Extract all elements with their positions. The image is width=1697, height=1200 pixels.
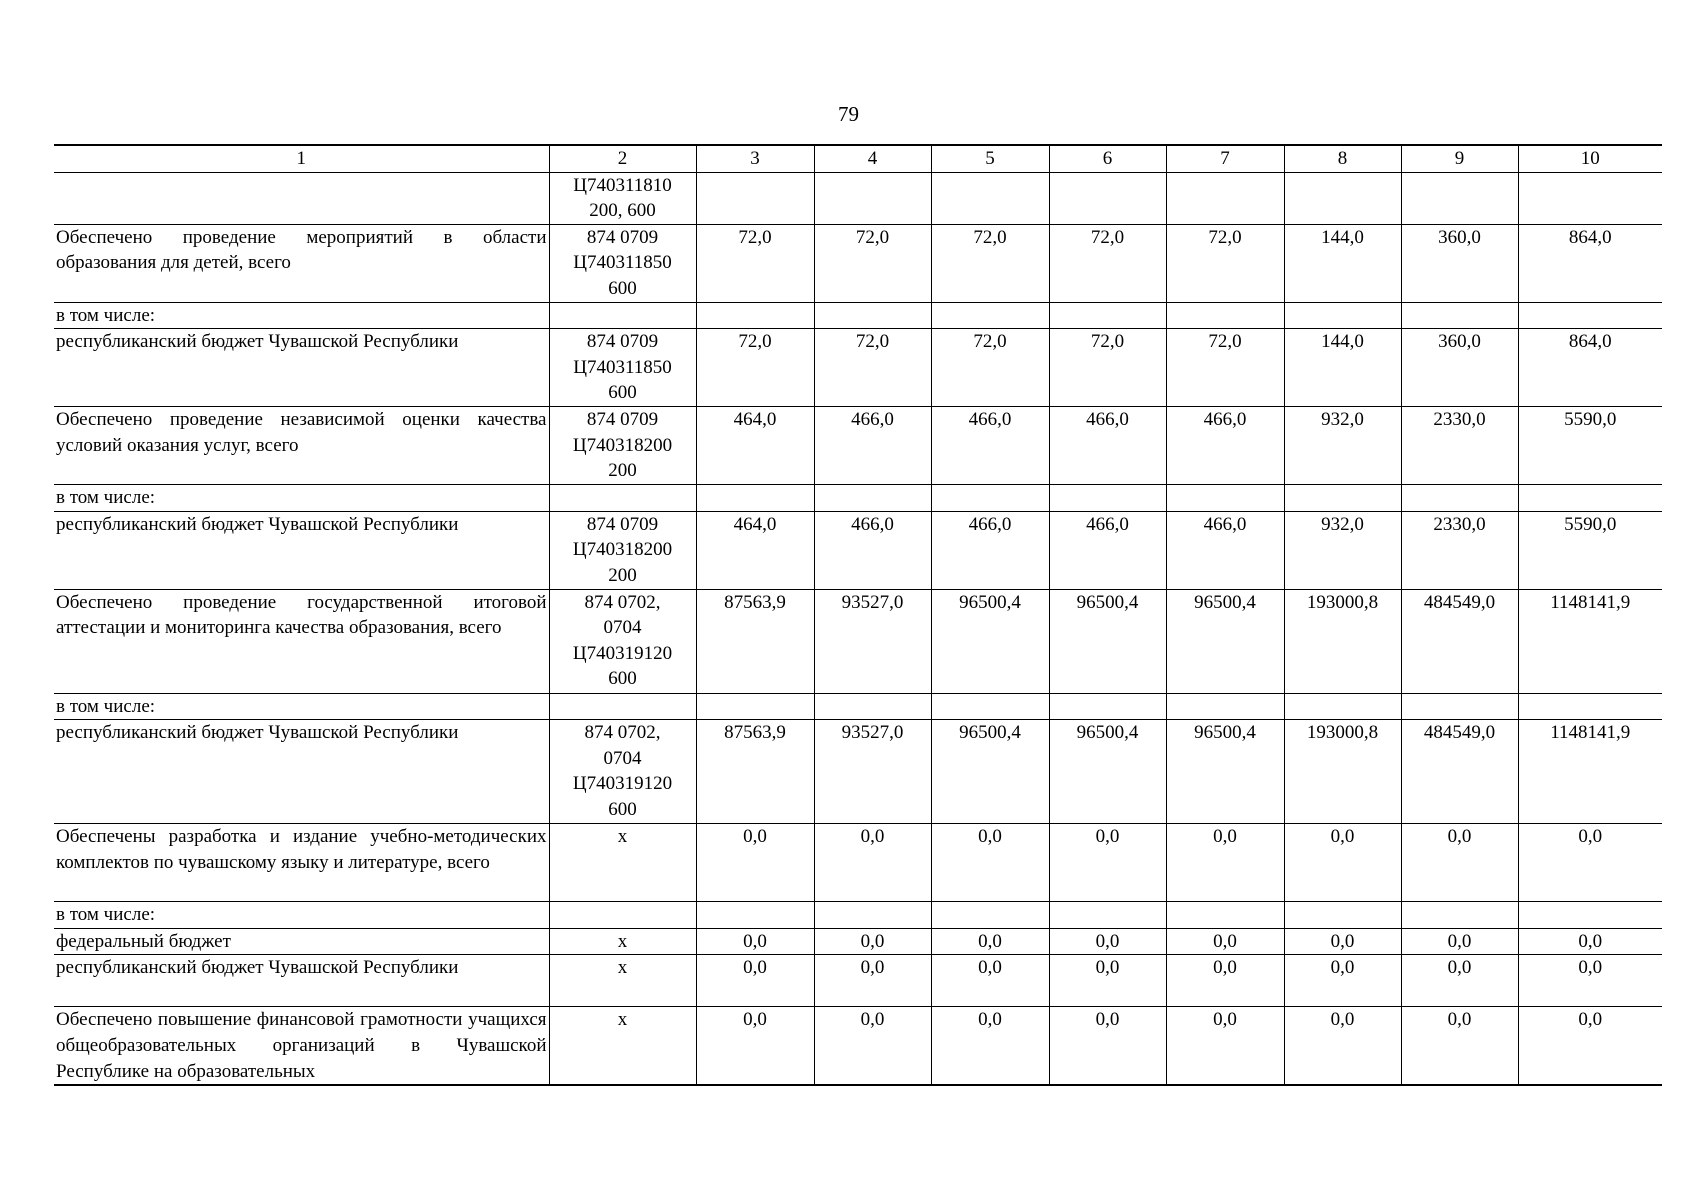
value-cell-col-7: 0,0	[1166, 955, 1284, 1007]
value-cell-col-9	[1401, 302, 1518, 329]
column-number-7: 7	[1166, 145, 1284, 172]
value-cell-col-10: 0,0	[1518, 955, 1662, 1007]
value-cell-col-4	[814, 693, 931, 720]
column-number-1: 1	[54, 145, 549, 172]
value-cell-col-5: 0,0	[931, 955, 1049, 1007]
row-name	[54, 172, 549, 224]
value-cell-col-4: 72,0	[814, 224, 931, 302]
value-cell-col-7: 466,0	[1166, 406, 1284, 484]
budget-code	[549, 484, 696, 511]
value-cell-col-8	[1284, 484, 1401, 511]
value-cell-col-10: 5590,0	[1518, 511, 1662, 589]
budget-code	[549, 511, 696, 589]
value-cell-col-5: 0,0	[931, 1007, 1049, 1085]
value-cell-col-10: 1148141,9	[1518, 720, 1662, 824]
value-cell-col-10: 0,0	[1518, 928, 1662, 955]
table-row	[54, 955, 1662, 1007]
value-cell-col-3	[696, 902, 814, 929]
value-cell-col-6: 96500,4	[1049, 589, 1166, 693]
row-name: Обеспечены разработка и издание учебно-методических комплектов по чувашскому языку и литературе, всего	[54, 824, 549, 902]
value-cell-col-6: 466,0	[1049, 511, 1166, 589]
value-cell-col-7	[1166, 302, 1284, 329]
table-row	[54, 511, 1662, 589]
table-row	[54, 928, 1662, 955]
table-row	[54, 720, 1662, 824]
value-cell-col-4: 0,0	[814, 1007, 931, 1085]
value-cell-col-7	[1166, 172, 1284, 224]
column-number-3: 3	[696, 145, 814, 172]
table-row	[54, 902, 1662, 929]
value-cell-col-3: 0,0	[696, 1007, 814, 1085]
value-cell-col-6	[1049, 302, 1166, 329]
value-cell-col-8: 144,0	[1284, 329, 1401, 407]
page-number: 79	[838, 102, 859, 126]
value-cell-col-10	[1518, 902, 1662, 929]
budget-code-line: Ц740319120	[572, 773, 673, 795]
budget-code	[549, 928, 696, 955]
budget-code-line: 874 0709	[586, 408, 659, 430]
value-cell-col-4	[814, 302, 931, 329]
value-cell-col-8: 0,0	[1284, 824, 1401, 902]
table-row	[54, 1007, 1662, 1085]
value-cell-col-10: 1148141,9	[1518, 589, 1662, 693]
including-label: в том числе:	[54, 302, 549, 329]
value-cell-col-7: 72,0	[1166, 329, 1284, 407]
value-cell-col-3: 0,0	[696, 824, 814, 902]
budget-code	[549, 589, 696, 693]
budget-code	[549, 172, 696, 224]
including-label: в том числе:	[54, 693, 549, 720]
value-cell-col-6: 0,0	[1049, 955, 1166, 1007]
value-cell-col-4	[814, 902, 931, 929]
budget-code-line: х	[617, 1009, 628, 1031]
budget-code-line: 200	[608, 460, 637, 482]
value-cell-col-7	[1166, 693, 1284, 720]
value-cell-col-4: 0,0	[814, 955, 931, 1007]
value-cell-col-9: 484549,0	[1401, 720, 1518, 824]
value-cell-col-7: 0,0	[1166, 928, 1284, 955]
budget-code	[549, 955, 696, 1007]
value-cell-col-6: 466,0	[1049, 406, 1166, 484]
budget-code-line: Ц740311850	[573, 356, 672, 378]
value-cell-col-5: 0,0	[931, 928, 1049, 955]
budget-code-line: 874 0709	[586, 513, 659, 535]
column-number-10: 10	[1518, 145, 1662, 172]
value-cell-col-6: 96500,4	[1049, 720, 1166, 824]
value-cell-col-8	[1284, 693, 1401, 720]
value-cell-col-6	[1049, 693, 1166, 720]
value-cell-col-3: 0,0	[696, 955, 814, 1007]
table-row	[54, 329, 1662, 407]
value-cell-col-5: 72,0	[931, 329, 1049, 407]
budget-code-line: 600	[608, 668, 637, 690]
value-cell-col-9: 2330,0	[1401, 511, 1518, 589]
budget-code-line: 200, 600	[589, 200, 656, 222]
value-cell-col-8: 144,0	[1284, 224, 1401, 302]
column-number-2: 2	[549, 145, 696, 172]
value-cell-col-4: 466,0	[814, 511, 931, 589]
value-cell-col-3	[696, 172, 814, 224]
value-cell-col-4	[814, 172, 931, 224]
budget-code-line: Ц740311810	[573, 174, 672, 196]
value-cell-col-6	[1049, 484, 1166, 511]
value-cell-col-5	[931, 172, 1049, 224]
budget-code-line: х	[617, 930, 628, 952]
value-cell-col-9: 0,0	[1401, 955, 1518, 1007]
value-cell-col-8	[1284, 302, 1401, 329]
value-cell-col-9: 0,0	[1401, 1007, 1518, 1085]
table-row	[54, 484, 1662, 511]
row-name: республиканский бюджет Чувашской Республики	[54, 329, 549, 407]
value-cell-col-8: 193000,8	[1284, 589, 1401, 693]
value-cell-col-3: 464,0	[696, 406, 814, 484]
value-cell-col-6: 0,0	[1049, 1007, 1166, 1085]
value-cell-col-5	[931, 484, 1049, 511]
budget-code	[549, 302, 696, 329]
budget-code	[549, 902, 696, 929]
value-cell-col-4: 72,0	[814, 329, 931, 407]
budget-code-line: х	[617, 826, 628, 848]
value-cell-col-9: 0,0	[1401, 824, 1518, 902]
row-name: республиканский бюджет Чувашской Республики	[54, 720, 549, 824]
value-cell-col-6	[1049, 172, 1166, 224]
value-cell-col-8: 0,0	[1284, 955, 1401, 1007]
value-cell-col-4: 93527,0	[814, 720, 931, 824]
value-cell-col-9: 360,0	[1401, 329, 1518, 407]
value-cell-col-10	[1518, 484, 1662, 511]
row-name: Обеспечено повышение финансовой грамотности учащихся общеобразовательных организаций в Чувашской Республике на образовательных	[54, 1007, 549, 1085]
table-row	[54, 406, 1662, 484]
value-cell-col-5	[931, 302, 1049, 329]
column-number-4: 4	[814, 145, 931, 172]
value-cell-col-7: 466,0	[1166, 511, 1284, 589]
value-cell-col-9	[1401, 693, 1518, 720]
value-cell-col-9: 0,0	[1401, 928, 1518, 955]
column-number-6: 6	[1049, 145, 1166, 172]
value-cell-col-9	[1401, 902, 1518, 929]
value-cell-col-8: 932,0	[1284, 511, 1401, 589]
budget-code	[549, 693, 696, 720]
value-cell-col-6: 72,0	[1049, 224, 1166, 302]
budget-code-line: 874 0709	[586, 226, 659, 248]
value-cell-col-4	[814, 484, 931, 511]
budget-code-line: Ц740318200	[572, 434, 673, 456]
value-cell-col-6: 0,0	[1049, 824, 1166, 902]
value-cell-col-7: 96500,4	[1166, 589, 1284, 693]
table-row	[54, 589, 1662, 693]
table-body	[54, 145, 1662, 1085]
value-cell-col-5	[931, 902, 1049, 929]
value-cell-col-9	[1401, 172, 1518, 224]
budget-code	[549, 329, 696, 407]
value-cell-col-3: 0,0	[696, 928, 814, 955]
budget-code	[549, 224, 696, 302]
value-cell-col-3: 87563,9	[696, 589, 814, 693]
row-name: республиканский бюджет Чувашской Республики	[54, 511, 549, 589]
budget-code	[549, 824, 696, 902]
table-row	[54, 824, 1662, 902]
value-cell-col-8: 0,0	[1284, 928, 1401, 955]
value-cell-col-5: 466,0	[931, 511, 1049, 589]
budget-code	[549, 1007, 696, 1085]
value-cell-col-10: 0,0	[1518, 824, 1662, 902]
table-row	[54, 302, 1662, 329]
value-cell-col-7: 0,0	[1166, 1007, 1284, 1085]
value-cell-col-10: 864,0	[1518, 329, 1662, 407]
including-label: в том числе:	[54, 484, 549, 511]
row-name: Обеспечено проведение государственной итоговой аттестации и мониторинга качества образования, всего	[54, 589, 549, 693]
value-cell-col-3: 72,0	[696, 329, 814, 407]
budget-code-line: Ц740318200	[572, 539, 673, 561]
value-cell-col-4: 93527,0	[814, 589, 931, 693]
budget-code-line: 0704	[603, 617, 642, 639]
value-cell-col-9: 2330,0	[1401, 406, 1518, 484]
column-number-8: 8	[1284, 145, 1401, 172]
table-header-row	[54, 145, 1662, 172]
value-cell-col-8: 0,0	[1284, 1007, 1401, 1085]
value-cell-col-8	[1284, 902, 1401, 929]
table-row	[54, 172, 1662, 224]
value-cell-col-6: 72,0	[1049, 329, 1166, 407]
budget-code-line: 874 0709	[586, 331, 659, 353]
value-cell-col-4: 0,0	[814, 824, 931, 902]
value-cell-col-9: 484549,0	[1401, 589, 1518, 693]
budget-code-line: 200	[608, 564, 637, 586]
budget-code-line: 874 0702,	[584, 722, 661, 744]
row-name: федеральный бюджет	[54, 928, 549, 955]
value-cell-col-5: 466,0	[931, 406, 1049, 484]
table-row	[54, 693, 1662, 720]
value-cell-col-3: 464,0	[696, 511, 814, 589]
value-cell-col-3	[696, 484, 814, 511]
value-cell-col-4: 0,0	[814, 928, 931, 955]
value-cell-col-9: 360,0	[1401, 224, 1518, 302]
column-number-9: 9	[1401, 145, 1518, 172]
budget-code-line: х	[617, 957, 628, 979]
budget-code	[549, 720, 696, 824]
value-cell-col-6	[1049, 902, 1166, 929]
value-cell-col-7: 0,0	[1166, 824, 1284, 902]
budget-code-line: 0704	[603, 747, 642, 769]
value-cell-col-8: 193000,8	[1284, 720, 1401, 824]
value-cell-col-3	[696, 302, 814, 329]
value-cell-col-5: 96500,4	[931, 589, 1049, 693]
value-cell-col-5: 0,0	[931, 824, 1049, 902]
budget-code-line: Ц740311850	[573, 252, 672, 274]
value-cell-col-10	[1518, 302, 1662, 329]
value-cell-col-8: 932,0	[1284, 406, 1401, 484]
value-cell-col-10: 5590,0	[1518, 406, 1662, 484]
table-row	[54, 224, 1662, 302]
value-cell-col-5: 72,0	[931, 224, 1049, 302]
budget-code	[549, 406, 696, 484]
value-cell-col-10	[1518, 693, 1662, 720]
row-name: Обеспечено проведение мероприятий в области образования для детей, всего	[54, 224, 549, 302]
row-name: республиканский бюджет Чувашской Республики	[54, 955, 549, 1007]
value-cell-col-5	[931, 693, 1049, 720]
budget-code-line: Ц740319120	[572, 642, 673, 664]
value-cell-col-10: 0,0	[1518, 1007, 1662, 1085]
value-cell-col-7: 96500,4	[1166, 720, 1284, 824]
value-cell-col-7: 72,0	[1166, 224, 1284, 302]
value-cell-col-10	[1518, 172, 1662, 224]
value-cell-col-3	[696, 693, 814, 720]
budget-code-line: 874 0702,	[584, 591, 661, 613]
value-cell-col-10: 864,0	[1518, 224, 1662, 302]
value-cell-col-9	[1401, 484, 1518, 511]
budget-code-line: 600	[608, 798, 637, 820]
value-cell-col-6: 0,0	[1049, 928, 1166, 955]
including-label: в том числе:	[54, 902, 549, 929]
column-number-5: 5	[931, 145, 1049, 172]
budget-code-line: 600	[608, 277, 637, 299]
value-cell-col-3: 72,0	[696, 224, 814, 302]
value-cell-col-5: 96500,4	[931, 720, 1049, 824]
budget-table	[54, 144, 1662, 1086]
value-cell-col-8	[1284, 172, 1401, 224]
value-cell-col-7	[1166, 902, 1284, 929]
row-name: Обеспечено проведение независимой оценки качества условий оказания услуг, всего	[54, 406, 549, 484]
value-cell-col-4: 466,0	[814, 406, 931, 484]
value-cell-col-3: 87563,9	[696, 720, 814, 824]
value-cell-col-7	[1166, 484, 1284, 511]
budget-code-line: 600	[608, 382, 637, 404]
